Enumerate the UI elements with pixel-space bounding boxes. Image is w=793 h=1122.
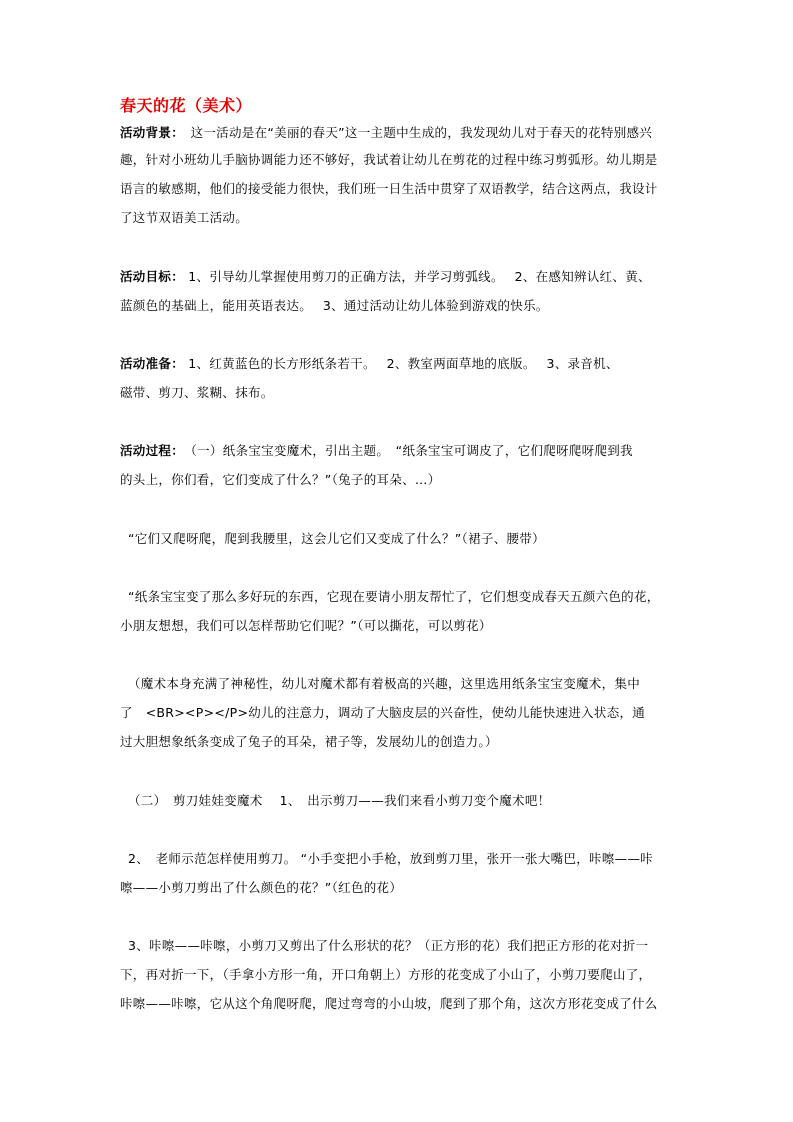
page-title: 春天的花（美术） (120, 96, 253, 115)
section-label-goals: 活动目标： (120, 269, 185, 284)
paragraph-line: 3、咔嚓——咔嚓，小剪刀又剪出了什么形状的花？（正方形的花）我们把正方形的花对折一 (128, 938, 649, 953)
paragraph-line: “纸条宝宝变了那么多好玩的东西，它现在要请小朋友帮忙了，它们想变成春天五颜六色的花， (128, 589, 660, 604)
paragraph-line: 蓝颜色的基础上，能用英语表达。 3、通过活动让幼儿体验到游戏的快乐。 (120, 298, 549, 313)
paragraph-line (120, 268, 651, 286)
line-text: 1、红黄蓝色的长方形纸条若干。 2、教室两面草地的底版。 3、录音机、 (184, 356, 619, 371)
paragraph-line: 磁带、剪刀、浆糊、抹布。 (120, 385, 274, 400)
section-label-background: 活动背景： (120, 125, 178, 140)
paragraph-line: （二） 剪刀娃娃变魔术 1、 出示剪刀——我们来看小剪刀变个魔术吧！ (128, 793, 551, 808)
section-label-process: 活动过程： (120, 443, 178, 458)
paragraph-line: 过大胆想象纸条变成了兔子的耳朵，裙子等，发展幼儿的创造力。） (120, 734, 498, 749)
line-text: 1、引导幼儿掌握使用剪刀的正确方法，并学习剪弧线。 2、在感知辨认红、黄、 (184, 269, 651, 284)
paragraph-line: 趣，针对小班幼儿手脑协调能力还不够好，我试着让幼儿在剪花的过程中练习剪弧形。幼儿期是 (120, 152, 658, 167)
paragraph-line: 语言的敏感期，他们的接受能力很快，我们班一日生活中贯穿了双语教学，结合这两点，我设计 (120, 181, 658, 196)
paragraph-line: 了 <BR><P></P>幼儿的注意力，调动了大脑皮层的兴奋性，使幼儿能快速进入状态，通 (120, 705, 646, 720)
section-label-preparation: 活动准备： (120, 356, 185, 371)
paragraph-line: 小朋友想想，我们可以怎样帮助它们呢？”（可以撕花，可以剪花） (120, 618, 492, 633)
paragraph-line: 下，再对折一下，（手拿小方形一角，开口角朝上）方形的花变成了小山了，小剪刀要爬山了， (120, 967, 652, 982)
paragraph-line: （魔术本身充满了神秘性，幼儿对魔术都有着极高的兴趣，这里选用纸条宝宝变魔术，集中 (128, 676, 641, 691)
paragraph-line: 的头上，你们看，它们变成了什么？”（兔子的耳朵、…） (120, 472, 441, 487)
line-text: （一）纸条宝宝变魔术，引出主题。 “纸条宝宝可调皮了，它们爬呀爬呀爬到我 (177, 443, 633, 458)
paragraph-line: 2、 老师示范怎样使用剪刀。 “小手变把小手枪，放到剪刀里，张开一张大嘴巴，咔嚓——咔 (128, 851, 654, 866)
paragraph-line (120, 442, 633, 460)
paragraph-line (120, 355, 619, 373)
line-text: 这一活动是在“美丽的春天”这一主题中生成的，我发现幼儿对于春天的花特别感兴 (177, 125, 653, 140)
paragraph-line: 咔嚓——咔嚓，它从这个角爬呀爬，爬过弯弯的小山坡，爬到了那个角，这次方形花变成了什么 (120, 996, 658, 1011)
paragraph-line (120, 124, 652, 142)
paragraph-line: 嚓——小剪刀剪出了什么颜色的花？”（红色的花） (120, 880, 403, 895)
paragraph-line: “它们又爬呀爬，爬到我腰里，这会儿它们又变成了什么？”（裙子、腰带） (128, 531, 545, 546)
paragraph-line: 了这节双语美工活动。 (120, 210, 249, 225)
